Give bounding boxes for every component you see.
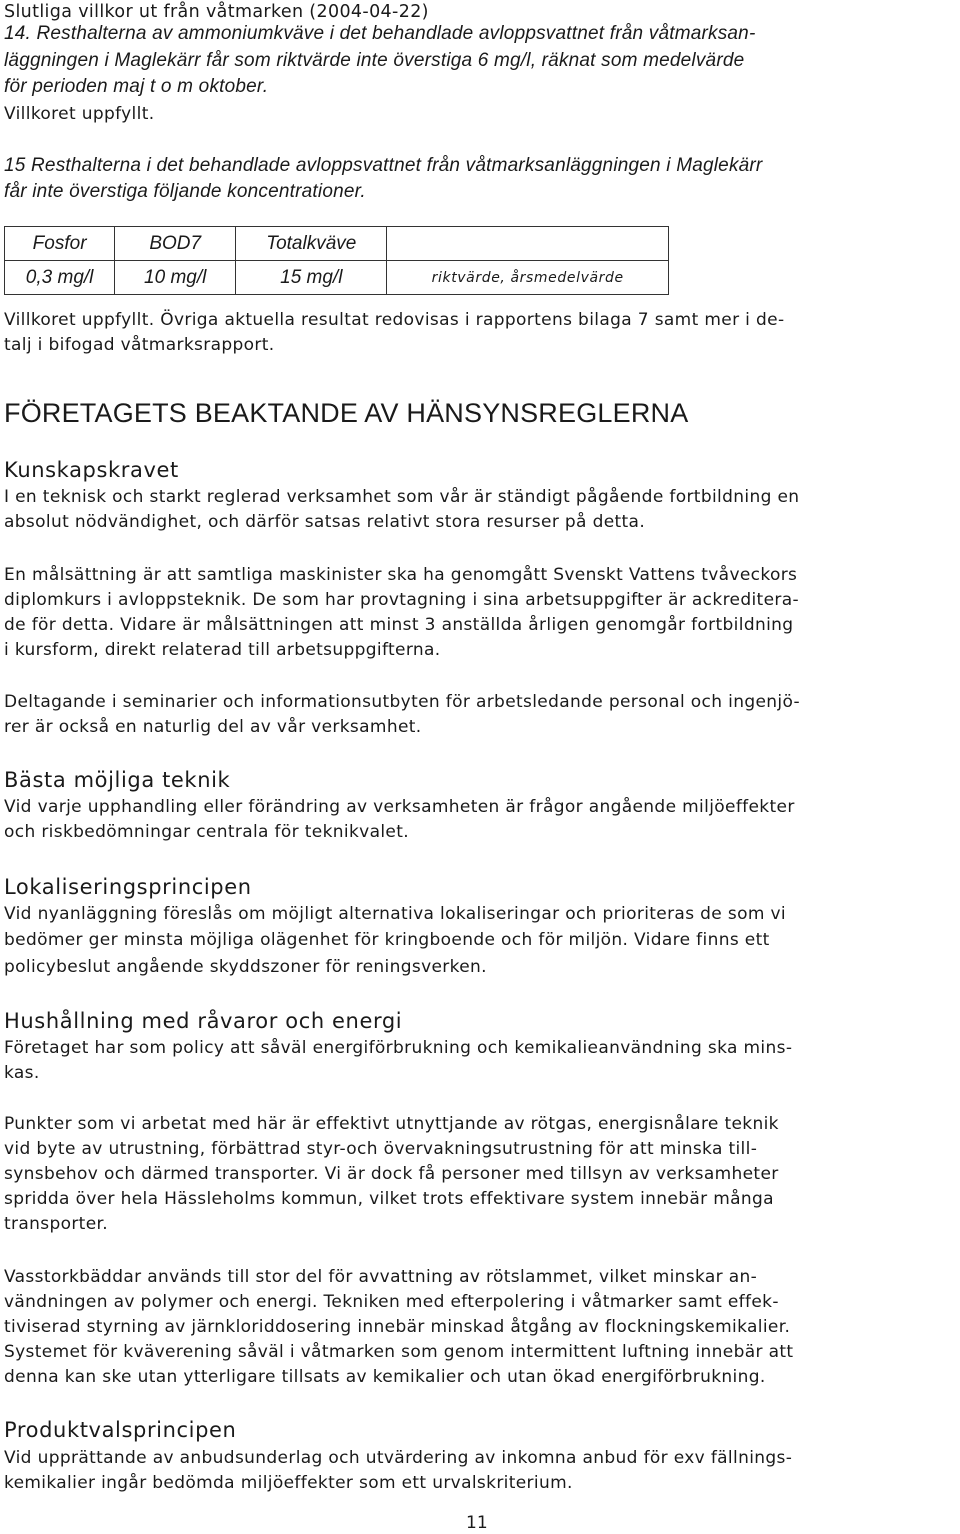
table-value-bod7: 10 mg/l — [115, 261, 236, 295]
kunskap-p1-line-1: I en teknisk och starkt reglerad verksamhet som vår är ständigt pågående fortbildning en — [4, 487, 800, 507]
kunskap-p3-line-1: Deltagande i seminarier och informationsutbyten för arbetsledande personal och ingenjö- — [4, 692, 801, 712]
condition-14-status: Villkoret uppfyllt. — [4, 104, 155, 124]
hushall-p3-line-1: Vasstorkbäddar används till stor del för avvattning av rötslammet, vilket minskar an- — [4, 1267, 758, 1287]
table-value-fosfor: 0,3 mg/l — [5, 261, 115, 295]
hushall-p2-line-2: vid byte av utrustning, förbättrad styr-och övervakningsutrustning för att minska till- — [4, 1139, 758, 1159]
condition-15-result-line-1: Villkoret uppfyllt. Övriga aktuella resultat redovisas i rapportens bilaga 7 samt mer i de- — [4, 310, 785, 330]
condition-14-line-1: 14. Resthalterna av ammoniumkväve i det behandlade avloppsvattnet från våtmarksan- — [4, 23, 756, 44]
hushall-p3-line-3: tiviserad styrning av järnkloriddosering innebär minskad åtgång av flockningskemikalier. — [4, 1317, 791, 1337]
page-number: 11 — [466, 1513, 488, 1533]
heading-lokaliseringsprincipen: Lokaliseringsprincipen — [4, 875, 252, 899]
kunskap-p2-line-2: diplomkurs i avloppsteknik. De som har provtagning i sina arbetsuppgifter är ackreditera- — [4, 590, 799, 610]
condition-14-line-3: för perioden maj t o m oktober. — [4, 76, 269, 97]
condition-15-line-1: 15 Resthalterna i det behandlade avloppsvattnet från våtmarksanläggningen i Maglekärr — [4, 155, 763, 176]
table-header-row — [5, 227, 669, 261]
lokal-p1-line-2: bedömer ger minsta möjliga olägenhet för kringboende och för miljön. Vidare finns ett — [4, 930, 770, 950]
kunskap-p2-line-4: i kursform, direkt relaterad till arbetsuppgifterna. — [4, 640, 441, 660]
hushall-p3-line-4: Systemet för kväverening såväl i våtmarken som genom intermittent luftning innebär att — [4, 1342, 794, 1362]
hushall-p1-line-2: kas. — [4, 1063, 40, 1083]
table-header-fosfor: Fosfor — [5, 227, 115, 261]
heading-kunskapskravet: Kunskapskravet — [4, 458, 179, 482]
hushall-p3-line-5: denna kan ske utan ytterligare tillsats av kemikalier och utan ökad energiförbrukning. — [4, 1367, 766, 1387]
teknik-p1-line-2: och riskbedömningar centrala för teknikvalet. — [4, 822, 409, 842]
table-note: riktvärde, årsmedelvärde — [387, 261, 669, 295]
table-value-row — [5, 261, 669, 295]
table-header-totalkvave: Totalkväve — [236, 227, 387, 261]
kunskap-p2-line-1: En målsättning är att samtliga maskinister ska ha genomgått Svenskt Vattens tvåveckors — [4, 565, 798, 585]
table-header-empty — [387, 227, 669, 261]
kunskap-p2-line-3: de för detta. Vidare är målsättningen att minst 3 anställda årligen genomgår fortbildning — [4, 615, 794, 635]
teknik-p1-line-1: Vid varje upphandling eller förändring av verksamheten är frågor angående miljöeffekter — [4, 797, 795, 817]
heading-hushallning: Hushållning med råvaror och energi — [4, 1009, 403, 1033]
table-header-bod7: BOD7 — [115, 227, 236, 261]
heading-produktvalsprincipen: Produktvalsprincipen — [4, 1418, 237, 1442]
produktval-p1-line-1: Vid upprättande av anbudsunderlag och utvärdering av inkomna anbud för exv fällnings- — [4, 1448, 793, 1468]
lokal-p1-line-1: Vid nyanläggning föreslås om möjligt alternativa lokaliseringar och prioriteras de som vi — [4, 904, 786, 924]
hushall-p2-line-5: transporter. — [4, 1214, 109, 1234]
hushall-p2-line-3: synsbehov och därmed transporter. Vi är dock få personer med tillsyn av verksamheter — [4, 1164, 779, 1184]
main-heading: FÖRETAGETS BEAKTANDE AV HÄNSYNSREGLERNA — [4, 398, 689, 428]
condition-15-result-line-2: talj i bifogad våtmarksrapport. — [4, 335, 275, 355]
hushall-p3-line-2: vändningen av polymer och energi. Tekniken med efterpolering i våtmarker samt effek- — [4, 1292, 779, 1312]
lokal-p1-line-3: policybeslut angående skyddszoner för reningsverken. — [4, 957, 487, 977]
produktval-p1-line-2: kemikalier ingår bedömda miljöeffekter som ett urvalskriterium. — [4, 1473, 573, 1493]
document-header: Slutliga villkor ut från våtmarken (2004-04-22) — [4, 2, 429, 22]
condition-14-line-2: läggningen i Maglekärr får som riktvärde inte överstiga 6 mg/l, räknat som medelvärde — [4, 50, 745, 71]
hushall-p1-line-1: Företaget har som policy att såväl energiförbrukning och kemikalieanvändning ska mins- — [4, 1038, 793, 1058]
table-value-totalkvave: 15 mg/l — [236, 261, 387, 295]
kunskap-p1-line-2: absolut nödvändighet, och därför satsas relativt stora resurser på detta. — [4, 512, 646, 532]
kunskap-p3-line-2: rer är också en naturlig del av vår verksamhet. — [4, 717, 422, 737]
concentration-limits-table — [4, 226, 669, 295]
condition-15-line-2: får inte överstiga följande koncentrationer. — [4, 181, 366, 202]
hushall-p2-line-1: Punkter som vi arbetat med här är effektivt utnyttjande av rötgas, energisnålare teknik — [4, 1114, 779, 1134]
hushall-p2-line-4: spridda över hela Hässleholms kommun, vilket trots effektivare system innebär många — [4, 1189, 774, 1209]
heading-basta-mojliga-teknik: Bästa möjliga teknik — [4, 768, 231, 792]
